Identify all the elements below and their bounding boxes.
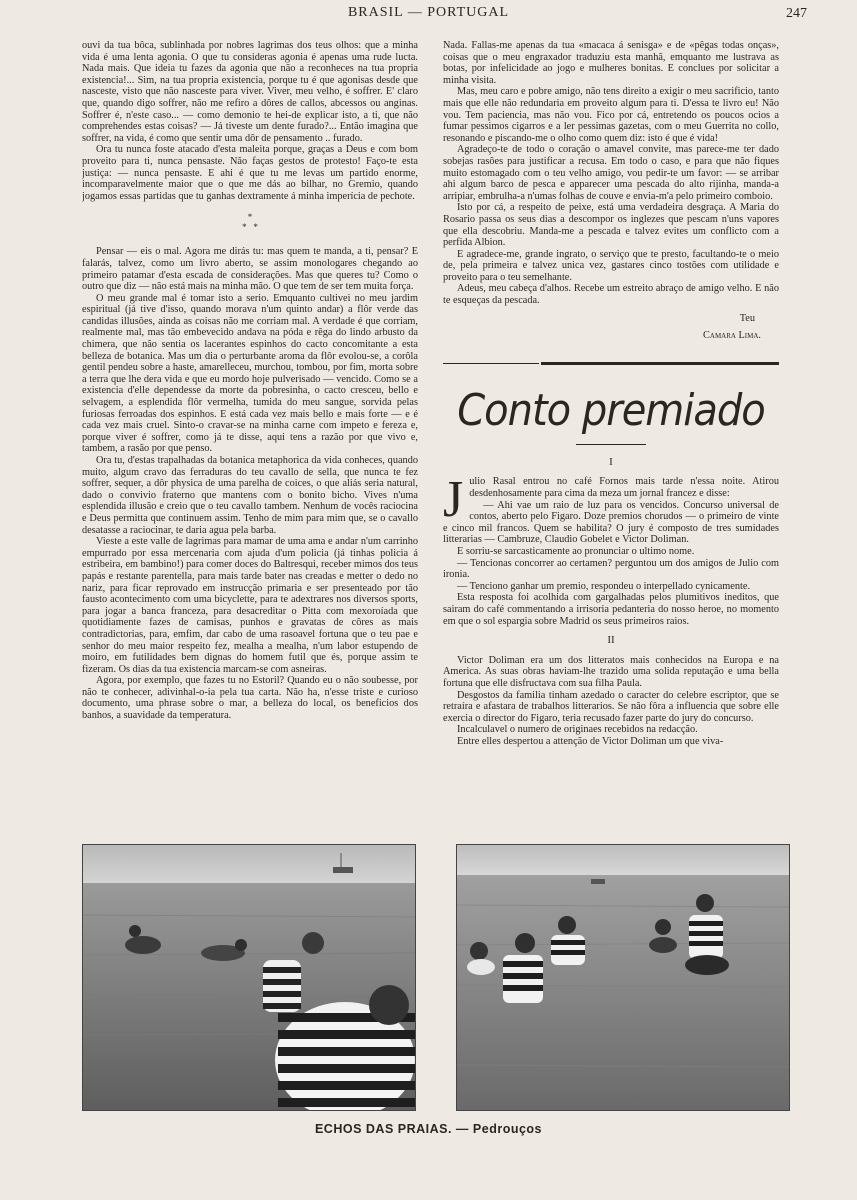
- letter-signature: Camara Lima.: [703, 330, 761, 342]
- bathers-illustration: [457, 845, 789, 1110]
- story-paragraph: — Ahi vae um raio de luz para os vencidos. Concurso universal de contos, aberto pelo Figaro. Doze premios chorudos — o primeiro de vinte e cinco mil francos. Quem se habilita? O jury é composto de tres sumidades litterarias — Cambruze, Claudio Gobelet e Victor Doliman.: [443, 499, 779, 546]
- title-underline: [576, 444, 646, 445]
- section-numeral-1: I: [609, 455, 613, 468]
- letter-paragraph: ouvi da tua bôca, sublinhada por nobres lagrimas dos teus olhos: que a minha vida é uma lenta agonia. O que tu consideras agonia é apenas uma rude lucta. Nada mais. Que ideia tu fazes da agonia que não a reconheces na tua propria existencia!... Sim, na tua propria existencia, porque tu é que agonisas desde que nasceste, visto que não nasceste para viver. Viver, meu velho, é soffrer. E' claro que, quando digo soffrer, não me refiro a dôres de callos, abcessos ou anginas. Soffrer é, n'este caso... — como demonio te hei-de explicar isto, a ti, que não comprehendes estas coisas? — Já tiveste um dente furado?... Então imagina que soffrer, na vida, é como que sentir uma dôr de pensamento .. furado.: [82, 40, 418, 144]
- page-number: 247: [786, 6, 807, 21]
- letter-paragraph: O meu grande mal é tomar isto a serio. Emquanto cultivei no meu jardim espiritual (já tive d'isso, quando morava n'um quinto andar) a flôr verde das candidas illusões, ainda as coisas não me corriam mal. A verdade é que corriam, realmente mal, mas tão embevecido andava na póda e rêga do lindo arbusto da chimera, que não sentia os lacerantes espinhos do cacto concomitante a esta belleza de botanica. Mas um dia o perturbante aroma da flôr evolou-se, a corôla gentil pendeu sobre a haste, amarelleceu, murchou, tombou, por fim, morta sobre a terra que lhe dera vida e que eu mordo hoje pulverisado — vencido. Como se a existencia d'elle dependesse da morte da pobresinha, o cacto cresceu, bello e selvagem, a esplendida flôr vermelha, tumida do meu sangue, sorvida pelas furiosas ferroadas dos espinhos. E está cada vez mais bello e mais forte — e é cada vez mais cruel. Sinto-o cravar-se na minha carne com impeto e fereza e, porque viver é soffrer, como já te disse, aqui tens a razão por que vivo e, tambem, a rasão por que penso.: [82, 292, 418, 455]
- section-numeral-2: II: [607, 634, 615, 647]
- story-paragraph: Entre elles despertou a attenção de Victor Doliman um que viva-: [457, 735, 724, 747]
- story-paragraph: Incalculavel o numero de originaes recebidos na redacção.: [457, 724, 698, 736]
- letter-paragraph: Agradeço-te de todo o coração o amavel convite, mas parece-me ter dado sobejas rasões para justificar a recusa. Em todo o caso, e para que não fiques muito estomagado com o teu velho amigo, vou pedir-te um favor: — se arribar ahi algum barco de pesca e apparecer uma pescada do alto rijinha, manda-a arripiar, embrulha-a n'umas folhas de couve e envia-m'a pelo primeiro comboio.: [443, 144, 779, 202]
- story-paragraph: — Tencionas concorrer ao certamen? perguntou um dos amigos de Julio com ironia.: [443, 557, 779, 581]
- letter-paragraph: Ora tu nunca foste atacado d'esta maleita porque, graças a Deus e com bom proveito para ti, nunca pensaste. Não faças gestos de protesto! Faço-te esta justiça: — nunca pensaste. E ahi é que tu me levas um partido enorme, incomparavelmente maior que o que me dás ao bilhar, no Gremio, quando jogamos essas partidas que tu ganhas dextramente á minha imperícia de pechote.: [82, 144, 418, 202]
- right-column: [443, 40, 779, 808]
- story-paragraph: Desgostos da familia tinham azedado o caracter do celebre escriptor, que se retraíra e afastara de trabalhos litterarios. Se não fôra a influencia que sobre elle exercia o director do Figaro, teria recusado fazer parte do jury do concurso.: [443, 689, 779, 724]
- story-paragraph: Victor Doliman era um dos litteratos mais conhecidos na Europa e na America. As suas obras haviam-lhe trazido uma solida reputação e uma bella fortuna que elle disfructava com sua filha Paula.: [443, 654, 779, 689]
- story-paragraph: — Tenciono ganhar um premio, respondeu o interpellado cynicamente.: [457, 580, 751, 592]
- letter-paragraph: Agora, por exemplo, que fazes tu no Estoril? Quando eu o não soubesse, por não te conhecer, adivinhal-o-ia pela tua carta. Não ha, n'esse triste e curioso documento, uma phrase sobre o mar, a belleza do local, os beneficios dos banhos, a suavidade da temperatura.: [82, 675, 418, 722]
- star-top: *: [247, 212, 253, 223]
- left-column: [82, 40, 418, 808]
- letter-paragraph: Ora tu, d'estas trapalhadas da botanica metaphorica da vida conheces, quando muito, algum cravo das ferraduras do teu cavallo de sella, que nunca te fez soffrer, sequer, a dôr physica de uma parelha de coices, o que aliás seria natural, dado o convivio fraterno que mantens com o bonito bicho. Vives n'uma esplendida illusão e creio que o teu cavallo tambem. Nenhum de vocês raciocina e Deus permitta que continuem assim. Tenho de mim para mim que, se o cavallo desatasse a raciocinar, te daria agua pela barba.: [82, 455, 418, 536]
- story-paragraph: E sorriu-se sarcasticamente ao pronunciar o ultimo nome.: [457, 546, 695, 557]
- letter-paragraph: E agradece-me, grande ingrato, o serviço que te presto, facultando-te o meio de, pela primeira e talvez unica vez, gastares cinco tostões com utilidade e proveito para o teu semelhante.: [443, 248, 779, 283]
- beach-photo-right: [456, 844, 790, 1111]
- story-title: Conto premiado: [457, 386, 765, 436]
- beach-photo-left: [82, 844, 416, 1111]
- letter-paragraph: Isto por cá, a respeito de peixe, está uma verdadeira desgraça. A Maria do Rosario passa os seus dias a descompor os inglezes que pescam n'uns vapores que ella descobriu. Manda-me a pescada e talvez evites um conflicto com a perfida Albion.: [443, 202, 779, 249]
- running-title: BRASIL — PORTUGAL: [347, 5, 510, 20]
- letter-paragraph: Adeus, meu cabeça d'alhos. Recebe um estreito abraço de amigo velho. E não te esqueças da pescada.: [443, 283, 779, 307]
- drop-cap: J: [443, 471, 464, 529]
- letter-paragraph: Nada. Fallas-me apenas da tua «macaca á senisga» e de «pêgas todas onças», coisas que o meu engraxador traduziu esta manhã, emquanto me lustrava as botas, por infelicidade ao jogo e mulheres bonitas. E conclues por solicitar a minha visita.: [443, 40, 779, 86]
- rule-thick: [541, 362, 779, 365]
- letter-closing: Teu: [739, 312, 755, 324]
- page-header: [0, 3, 857, 23]
- letter-paragraph: Vieste a este valle de lagrimas para mamar de uma ama e andar n'um carrinho empurrado por essa mercenaria com ajuda d'um policia (já tinhas policia á estribeira, em bambino!) para comer doces do Baltresqui, receber mimos dos teus papás e restante parentella, para mais tarde bater nas creadas e metter o dedo no nariz, para ficar reprovado em instrucção primaria e ser presenteado por tão fausto acontecimento com uma bicyclette, para te adextrares nos diversos sports, para jogar a banca franceza, para desacreditar o Pitta com mexoroíada que quotidiamente fazes de camisas, punhos e gravatas de côres as mais contradictorias, para, emfim, dar cabo de uma rasoavel fortuna que o teu pae e senhor do meu maior respeito fez, mealha a mealha, n'um labor estupendo de moiro, em futilidades bem dignas do homem futil que és, porque assim te fizeram. Os dias da tua existencia marcam-se com asneiras.: [82, 536, 418, 675]
- section-rule: [443, 356, 779, 372]
- star-bottom-pair: * *: [242, 222, 258, 233]
- letter-paragraph: Pensar — eis o mal. Agora me dirás tu: mas quem te manda, a ti, pensar? E falarás, talvez, como um livro aberto, se assim monologares chegando ao primeiro patamar d'esta escada de considerações. Mas que queres tu? Como o outro que diz — não está mais na minha mão. O que tem de ser tem muita força.: [82, 246, 418, 293]
- photo-caption: ECHOS DAS PRAIAS. — Pedrouços: [314, 1122, 543, 1136]
- story-paragraph-text: ulio Rasal entrou no café Fornos mais tarde n'essa noite. Atirou desdenhosamente para cima da meza um jornal francez e disse:: [469, 476, 779, 500]
- letter-paragraph: Mas, meu caro e pobre amigo, não tens direito a exigir o meu sacrificio, tanto mais que elle não redundaria em proveito algum para ti. D'essa te livro eu! Não vou. Tem paciencia, mas não vou. Fico por cá, entretendo os poucos ocios a fumar pessimos cigarros e a ler pessimas gazetas, com o meu Guerrita no collo, resonando e piscando-me o olho como quem diz: isto é que é vida!: [443, 86, 779, 144]
- story-paragraph: Esta resposta foi acolhida com gargalhadas pelos plumitivos ineditos, que sairam do café commentando a irrisoria pedanteria do nosso heroe, no momento em que o sol espargia sobre Madrid os seus primeiros raios.: [443, 592, 779, 627]
- section-separator-stars: [82, 212, 418, 232]
- bathers-illustration: [83, 845, 415, 1110]
- rule-thin: [443, 363, 539, 364]
